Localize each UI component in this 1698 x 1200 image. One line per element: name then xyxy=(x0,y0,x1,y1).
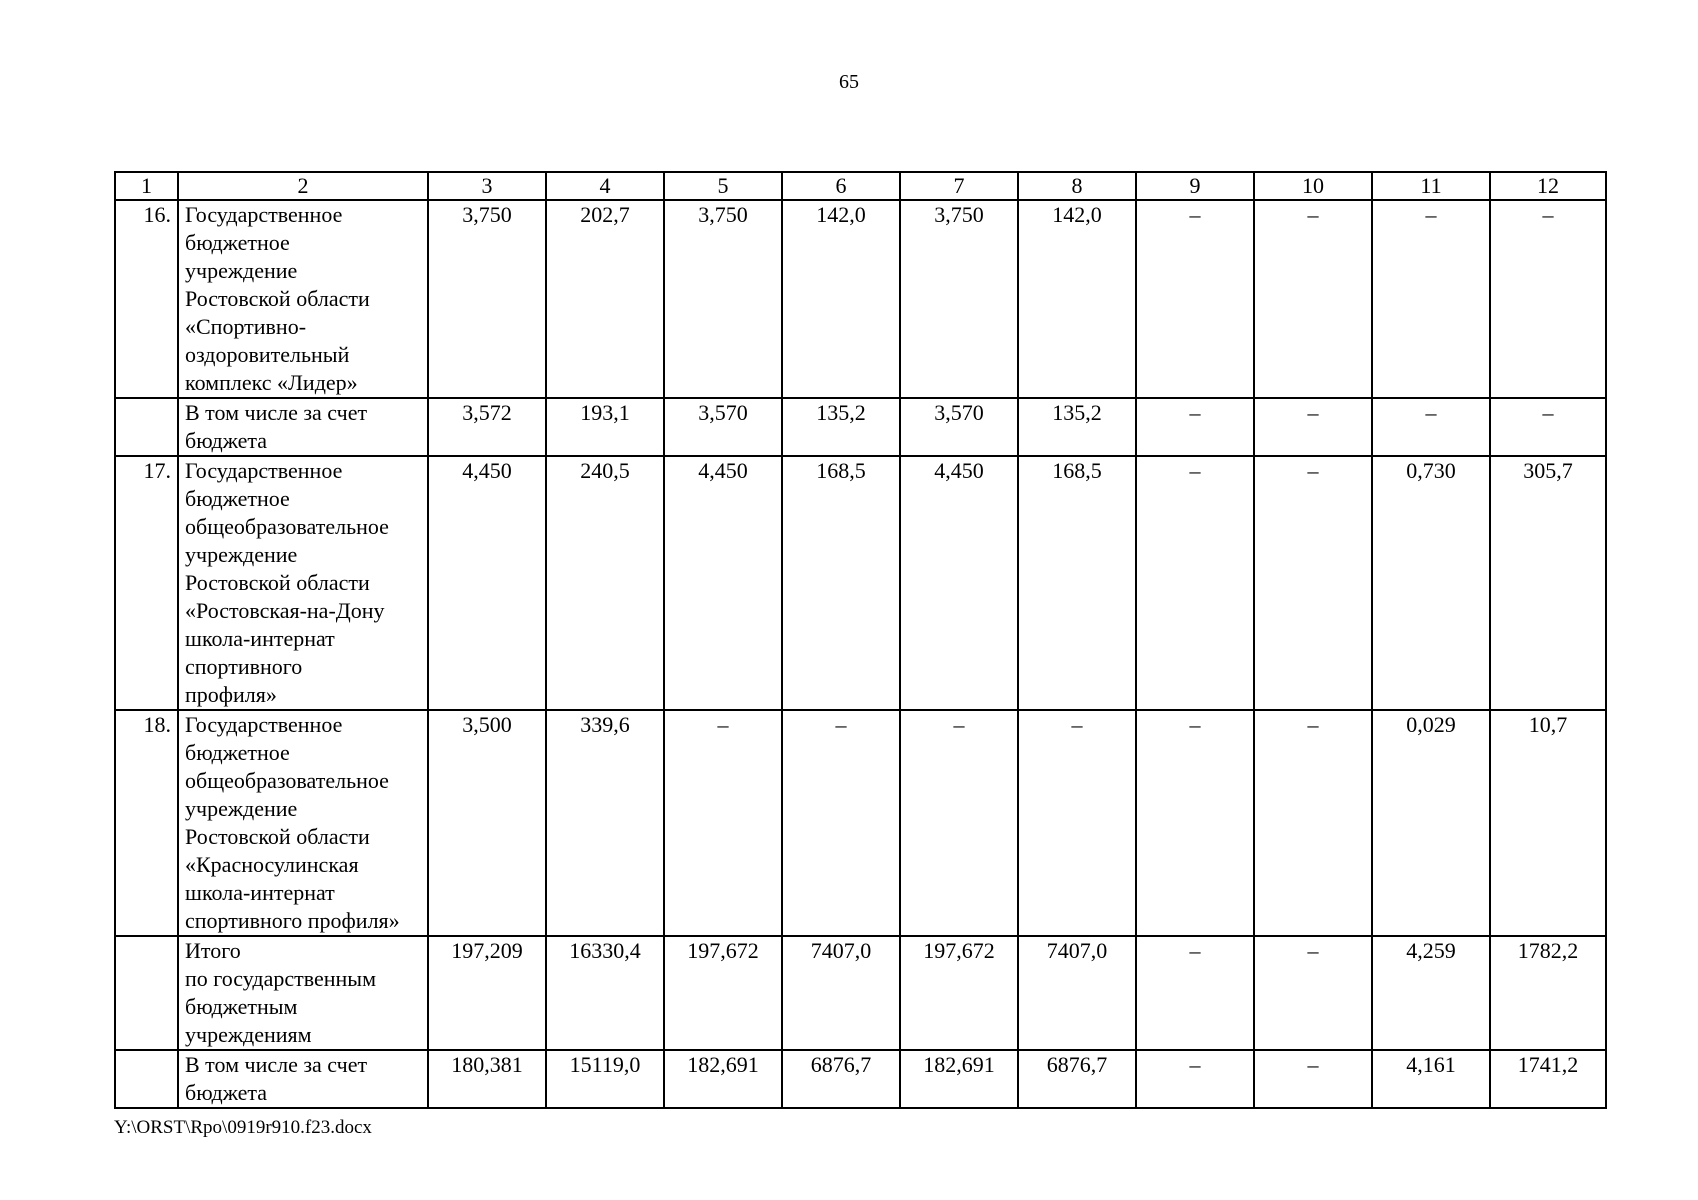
row-number xyxy=(115,1050,178,1108)
table-cell: 135,2 xyxy=(1018,398,1136,456)
row-name: Государственное бюджетное учреждение Ростовской области «Спортивно- оздоровительный комплекс «Лидер» xyxy=(178,200,428,398)
table-cell: 3,570 xyxy=(900,398,1018,456)
table-cell: 3,572 xyxy=(428,398,546,456)
table-cell: 3,750 xyxy=(428,200,546,398)
row-number: 17. xyxy=(115,456,178,710)
column-header: 2 xyxy=(178,172,428,200)
table-cell: 4,450 xyxy=(664,456,782,710)
column-header: 4 xyxy=(546,172,664,200)
table-cell: 4,450 xyxy=(428,456,546,710)
table-cell: 10,7 xyxy=(1490,710,1606,936)
table-cell: 0,730 xyxy=(1372,456,1490,710)
table-cell: 4,259 xyxy=(1372,936,1490,1050)
table-cell: 135,2 xyxy=(782,398,900,456)
table-cell: 240,5 xyxy=(546,456,664,710)
row-name: Государственное бюджетное общеобразовательное учреждение Ростовской области «Красносулинская школа-интернат спортивного профиля» xyxy=(178,710,428,936)
table-cell: 4,161 xyxy=(1372,1050,1490,1108)
table-cell: 142,0 xyxy=(1018,200,1136,398)
table-cell: 193,1 xyxy=(546,398,664,456)
table-cell: 197,672 xyxy=(664,936,782,1050)
table-cell: 0,029 xyxy=(1372,710,1490,936)
table-cell: – xyxy=(664,710,782,936)
table-cell: 168,5 xyxy=(782,456,900,710)
table-cell: – xyxy=(1136,456,1254,710)
table-cell: – xyxy=(1490,398,1606,456)
table-cell: – xyxy=(900,710,1018,936)
column-header: 12 xyxy=(1490,172,1606,200)
table-cell: – xyxy=(1136,398,1254,456)
table-cell: – xyxy=(1372,200,1490,398)
page-number: 65 xyxy=(839,71,859,93)
table-cell: 16330,4 xyxy=(546,936,664,1050)
table-cell: – xyxy=(1136,200,1254,398)
table-cell: 142,0 xyxy=(782,200,900,398)
header-row xyxy=(115,172,1606,200)
table-cell: 305,7 xyxy=(1490,456,1606,710)
total-row xyxy=(115,936,1606,1050)
table-cell: 15119,0 xyxy=(546,1050,664,1108)
row-number: 18. xyxy=(115,710,178,936)
table-cell: 180,381 xyxy=(428,1050,546,1108)
table-cell: 3,750 xyxy=(900,200,1018,398)
row-name: Государственное бюджетное общеобразовательное учреждение Ростовской области «Ростовская-на-Дону школа-интернат спортивного профиля» xyxy=(178,456,428,710)
column-header: 11 xyxy=(1372,172,1490,200)
column-header: 5 xyxy=(664,172,782,200)
table-cell: – xyxy=(1372,398,1490,456)
table-row xyxy=(115,200,1606,398)
footer-file-path: Y:\ORST\Rpo\0919r910.f23.docx xyxy=(114,1117,372,1138)
table-cell: 6876,7 xyxy=(782,1050,900,1108)
table-cell: 182,691 xyxy=(664,1050,782,1108)
column-header: 3 xyxy=(428,172,546,200)
table-row xyxy=(115,710,1606,936)
column-header: 9 xyxy=(1136,172,1254,200)
table-cell: – xyxy=(1490,200,1606,398)
table-cell: 1741,2 xyxy=(1490,1050,1606,1108)
table-cell: – xyxy=(1136,1050,1254,1108)
table-cell: – xyxy=(1254,710,1372,936)
table-cell: – xyxy=(1136,710,1254,936)
table-cell: 3,570 xyxy=(664,398,782,456)
table-cell: 6876,7 xyxy=(1018,1050,1136,1108)
table-cell: 182,691 xyxy=(900,1050,1018,1108)
table-cell: – xyxy=(1254,936,1372,1050)
table-cell: 4,450 xyxy=(900,456,1018,710)
table-cell: 3,750 xyxy=(664,200,782,398)
column-header: 8 xyxy=(1018,172,1136,200)
data-table xyxy=(114,171,1607,1109)
row-number: 16. xyxy=(115,200,178,398)
table-cell: – xyxy=(1254,456,1372,710)
table-row xyxy=(115,398,1606,456)
row-name: В том числе за счет бюджета xyxy=(178,1050,428,1108)
column-header: 10 xyxy=(1254,172,1372,200)
table-cell: 202,7 xyxy=(546,200,664,398)
column-header: 7 xyxy=(900,172,1018,200)
table-cell: 339,6 xyxy=(546,710,664,936)
row-name: В том числе за счет бюджета xyxy=(178,398,428,456)
table-cell: 7407,0 xyxy=(1018,936,1136,1050)
row-name: Итого по государственным бюджетным учреждениям xyxy=(178,936,428,1050)
column-header: 1 xyxy=(115,172,178,200)
table-cell: – xyxy=(1254,1050,1372,1108)
total-budget-row xyxy=(115,1050,1606,1108)
row-number xyxy=(115,936,178,1050)
table-row xyxy=(115,456,1606,710)
table-cell: – xyxy=(1136,936,1254,1050)
table-cell: 197,209 xyxy=(428,936,546,1050)
table-cell: – xyxy=(1018,710,1136,936)
table-cell: 197,672 xyxy=(900,936,1018,1050)
table-cell: – xyxy=(1254,398,1372,456)
table-cell: 168,5 xyxy=(1018,456,1136,710)
table-cell: 1782,2 xyxy=(1490,936,1606,1050)
table-cell: – xyxy=(782,710,900,936)
row-number xyxy=(115,398,178,456)
table-cell: – xyxy=(1254,200,1372,398)
table-cell: 7407,0 xyxy=(782,936,900,1050)
column-header: 6 xyxy=(782,172,900,200)
table-cell: 3,500 xyxy=(428,710,546,936)
